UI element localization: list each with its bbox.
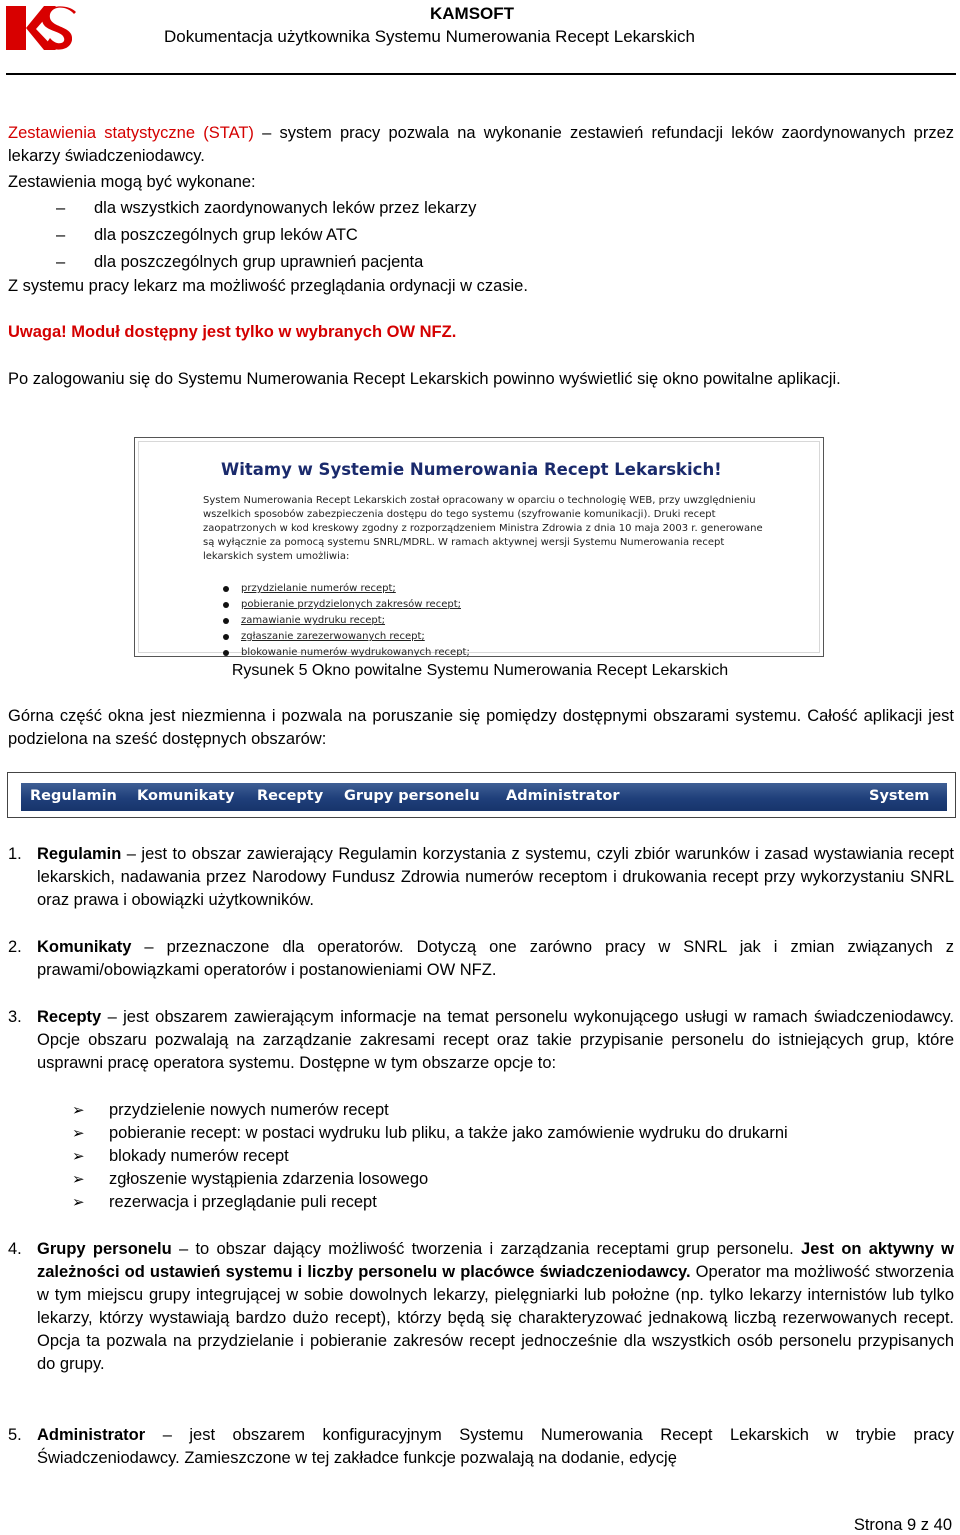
- welcome-window-screenshot: [134, 437, 824, 657]
- upper-part-text: Górna część okna jest niezmienna i pozwala na poruszanie się pomiędzy dostępnymi obszarami systemu. Całość aplikacji jest podzielona na sześć dostępnych obszarów:: [8, 707, 954, 748]
- doctor-text: Z systemu pracy lekarz ma możliwość przeglądania ordynacji w czasie.: [8, 277, 528, 295]
- stat-title: Zestawienia statystyczne (STAT): [8, 124, 254, 142]
- page-header: KAMSOFT Dokumentacja użytkownika Systemu Numerowania Recept Lekarskich: [0, 0, 960, 78]
- welcome-title: Witamy w Systemie Numerowania Recept Lekarskich!: [221, 460, 722, 479]
- bullet-icon: [223, 634, 229, 640]
- stat-paragraph: Zestawienia statystyczne (STAT) – system pracy pozwala na wykonanie zestawień refundacji leków zaordynowanych przez lekarzy świadczeniodawcy.: [8, 124, 954, 165]
- welcome-body: System Numerowania Recept Lekarskich został opracowany w oparciu o technologię WEB, przy uwzględnieniu wszelkich sposobów zabezpieczenia dostępu do tego systemu (szyfrowanie komunikacji). Druki recept zaopatrzonych w kod kreskowy zgodny z rozporządzeniem Ministra Zdrowia z dnia 10 maja 2003 r. generowane są wyłącznie za pomocą systemu SNRL/MDRL. W ramach aktywnej wersji Systemu Numerowania recept lekarskich system umożliwia:: [203, 495, 763, 562]
- can-be-done: Zestawienia mogą być wykonane:: [8, 173, 256, 191]
- header-divider: [6, 73, 956, 75]
- bullet-icon: [223, 602, 229, 608]
- welcome-option[interactable]: pobieranie przydzielonych zakresów recept;: [223, 597, 470, 613]
- menu-grupy-personelu[interactable]: Grupy personelu: [344, 788, 480, 804]
- arrow-bullet-icon: ➢: [72, 1170, 85, 1188]
- menu-administrator[interactable]: Administrator: [506, 788, 620, 804]
- menu-komunikaty[interactable]: Komunikaty: [137, 788, 235, 804]
- document-title: Dokumentacja użytkownika Systemu Numerowania Recept Lekarskich: [164, 27, 696, 46]
- menu-recepty[interactable]: Recepty: [257, 788, 324, 804]
- after-login-text: Po zalogowaniu się do Systemu Numerowania Recept Lekarskich powinno wyświetlić się okno powitalne aplikacji.: [8, 370, 841, 388]
- figure-caption: Rysunek 5 Okno powitalne Systemu Numerowania Recept Lekarskich: [231, 662, 729, 679]
- menu-regulamin[interactable]: Regulamin: [30, 788, 117, 804]
- page-number: Strona 9 z 40: [853, 1516, 952, 1534]
- section-grupy-personelu: 4. Grupy personelu – to obszar dający możliwość tworzenia i zarządzania receptami grup personelu. Jest on aktywny w zależności od ustawień systemu i liczby personelu w placówce świadczeniodawcy. Operator ma możliwość stworzenia w tym miejscu grupy integrującej w sobie dowolnych lekarzy, pielęgniarki lub położne (np. tylko lekarzy internistów lub tylko lekarzy, którzy wystawiają bardzo dużo recept), którzy będą się charakteryzować jednakową liczbą rezerwowanych recept. Opcja ta pozwala na przydzielanie i pobieranie zakresów recept jednocześnie dla wszystkich osób personelu przypisanych do grupy.: [8, 1240, 954, 1373]
- welcome-option[interactable]: zgłaszanie zarezerwowanych recept;: [223, 629, 470, 645]
- warning-text: Uwaga! Moduł dostępny jest tylko w wybranych OW NFZ.: [8, 323, 457, 341]
- arrow-bullet-icon: ➢: [72, 1193, 85, 1211]
- welcome-option[interactable]: blokowanie numerów wydrukowanych recept;: [223, 645, 470, 657]
- bullet-icon: [223, 586, 229, 592]
- bullet-icon: [223, 618, 229, 624]
- menu-system[interactable]: System: [869, 788, 930, 804]
- arrow-bullet-icon: ➢: [72, 1124, 85, 1142]
- bullet-icon: [223, 650, 229, 656]
- section-administrator: 5. Administrator – jest obszarem konfiguracyjnym Systemu Numerowania Recept Lekarskich w trybie pracy Świadczeniodawcy. Zamieszczone w tej zakładce funkcje pozwalają na dodanie, edycję: [8, 1426, 954, 1467]
- welcome-option[interactable]: przydzielanie numerów recept;: [223, 581, 470, 597]
- arrow-bullet-icon: ➢: [72, 1147, 85, 1165]
- section-regulamin: 1. Regulamin – jest to obszar zawierający Regulamin korzystania z systemu, czyli zbiór warunków i zasad wystawiania recept lekarskich, nadawania przez Narodowy Fundusz Zdrowia numerów receptom i drukowania recept przy wykorzystaniu SNRL oraz prawa i obowiązki użytkowników.: [8, 845, 954, 909]
- section-komunikaty: 2. Komunikaty – przeznaczone dla operatorów. Dotyczą one zarówno pracy w SNRL jak i zmian związanych z prawami/obowiązkami operatorów i postanowieniami OW NFZ.: [8, 938, 954, 979]
- kamsoft-logo: [4, 2, 76, 54]
- menu-bar-screenshot: [7, 772, 956, 818]
- section-recepty: 3. Recepty – jest obszarem zawierającym informacje na temat personelu wykonującego usługi w ramach świadczeniodawcy. Opcje obszaru pozwalają na zarządzanie zakresami recept oraz takie przypisanie personelu do istniejących grup, które usprawni pracę operatora systemu. Dostępne w tym obszarze opcje to:: [8, 1008, 954, 1072]
- welcome-options: [223, 581, 470, 657]
- welcome-option[interactable]: zamawianie wydruku recept;: [223, 613, 470, 629]
- arrow-bullet-icon: ➢: [72, 1101, 85, 1119]
